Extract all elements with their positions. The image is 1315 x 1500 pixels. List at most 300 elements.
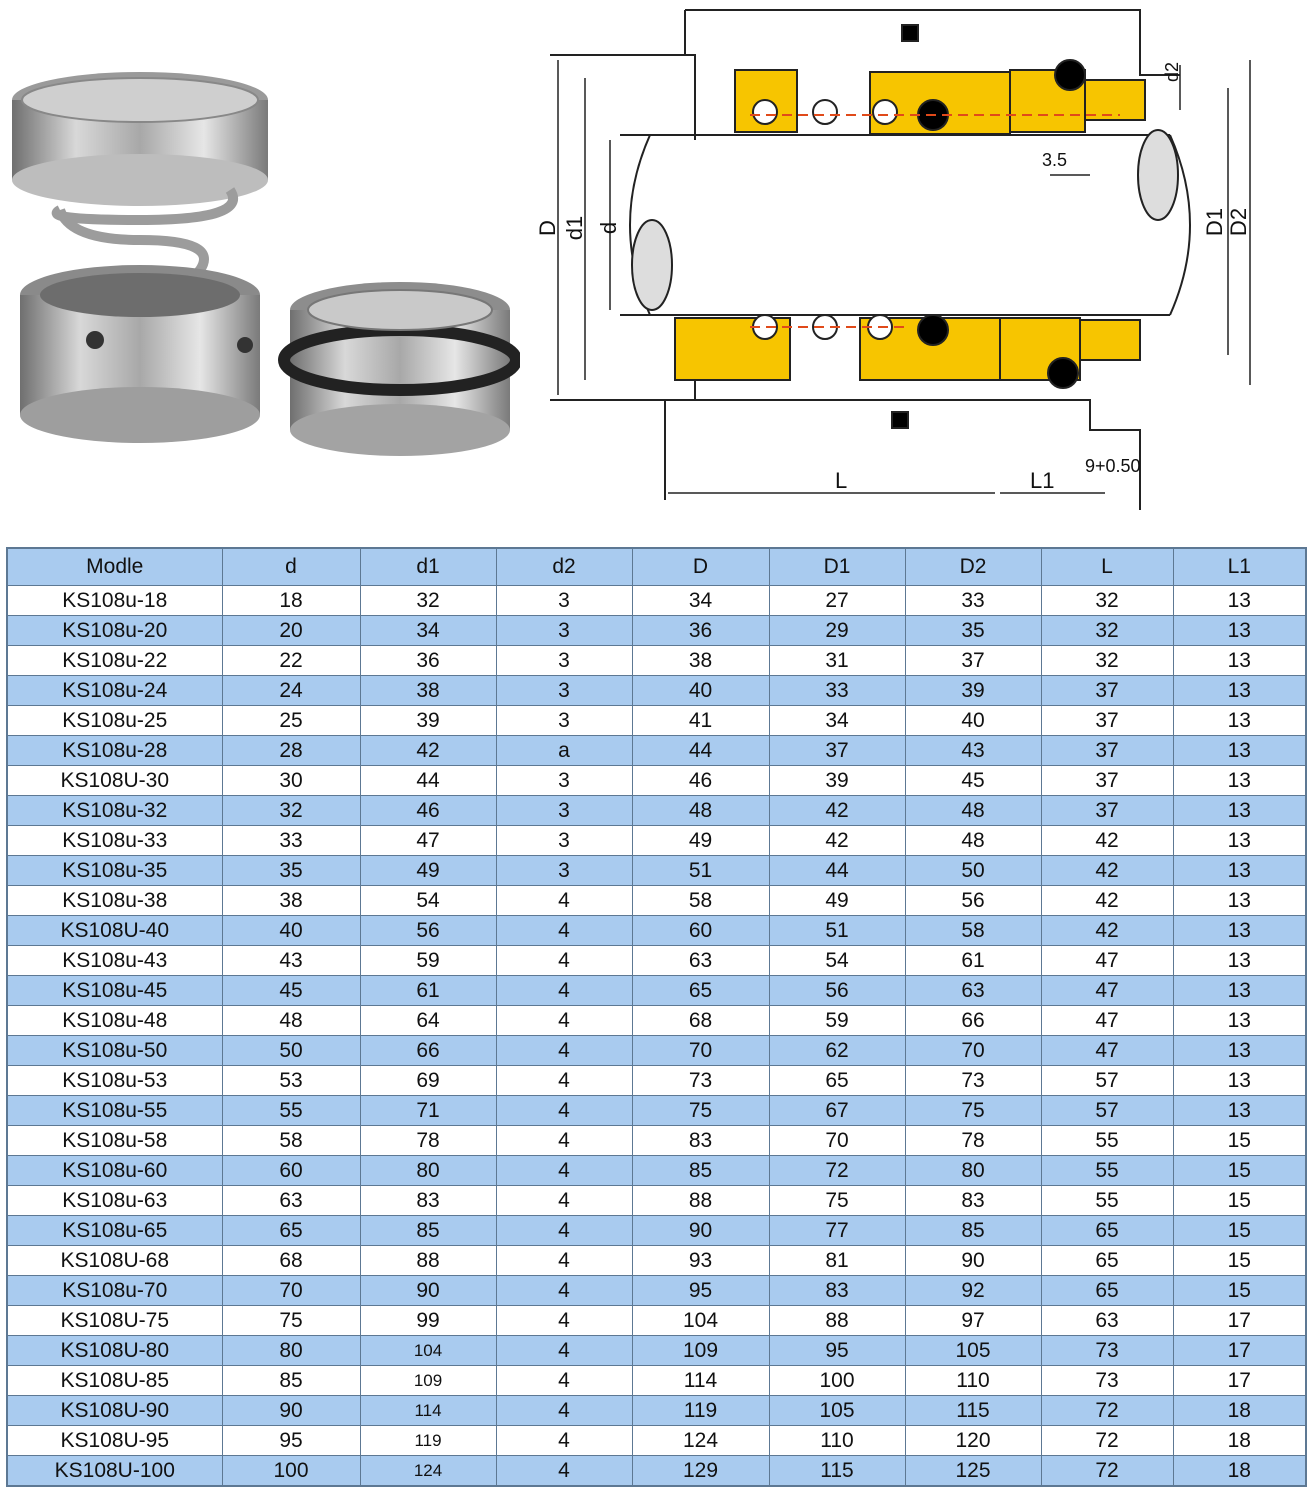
table-cell: 15 xyxy=(1173,1126,1306,1156)
table-cell: 80 xyxy=(360,1156,496,1186)
table-cell: 90 xyxy=(905,1246,1041,1276)
table-cell: 72 xyxy=(1041,1396,1173,1426)
table-cell: 70 xyxy=(632,1036,769,1066)
table-cell: 13 xyxy=(1173,616,1306,646)
table-cell: 17 xyxy=(1173,1366,1306,1396)
column-header: d2 xyxy=(496,548,632,586)
column-header: d1 xyxy=(360,548,496,586)
table-cell: 4 xyxy=(496,976,632,1006)
column-header: Modle xyxy=(7,548,222,586)
table-cell: 13 xyxy=(1173,586,1306,616)
table-cell: 46 xyxy=(360,796,496,826)
table-cell: KS108U-40 xyxy=(7,916,222,946)
table-cell: 70 xyxy=(905,1036,1041,1066)
table-cell: 49 xyxy=(632,826,769,856)
table-cell: 55 xyxy=(1041,1126,1173,1156)
table-cell: 42 xyxy=(1041,826,1173,856)
table-cell: 75 xyxy=(769,1186,905,1216)
table-cell: 4 xyxy=(496,1456,632,1487)
table-row xyxy=(7,1396,1306,1426)
table-row xyxy=(7,1186,1306,1216)
table-cell: 73 xyxy=(632,1066,769,1096)
table-cell: 3 xyxy=(496,586,632,616)
table-cell: 3 xyxy=(496,676,632,706)
product-photo xyxy=(0,60,520,460)
table-row xyxy=(7,1096,1306,1126)
table-cell: 90 xyxy=(632,1216,769,1246)
table-cell: 61 xyxy=(905,946,1041,976)
table-cell: 43 xyxy=(222,946,360,976)
table-cell: 78 xyxy=(360,1126,496,1156)
table-cell: 65 xyxy=(1041,1276,1173,1306)
table-cell: 4 xyxy=(496,1216,632,1246)
table-cell: 63 xyxy=(905,976,1041,1006)
table-cell: 3 xyxy=(496,646,632,676)
table-cell: 59 xyxy=(360,946,496,976)
table-cell: KS108u-45 xyxy=(7,976,222,1006)
table-cell: 125 xyxy=(905,1456,1041,1487)
table-cell: 53 xyxy=(222,1066,360,1096)
table-cell: 32 xyxy=(1041,586,1173,616)
table-cell: 63 xyxy=(632,946,769,976)
table-cell: 105 xyxy=(769,1396,905,1426)
table-cell: 3 xyxy=(496,706,632,736)
table-cell: 83 xyxy=(632,1126,769,1156)
table-cell: 57 xyxy=(1041,1066,1173,1096)
table-row xyxy=(7,1036,1306,1066)
table-cell: 115 xyxy=(905,1396,1041,1426)
table-cell: KS108u-35 xyxy=(7,856,222,886)
label-d2: d2 xyxy=(1162,61,1182,83)
table-cell: 13 xyxy=(1173,946,1306,976)
spring-holder-ring xyxy=(20,265,260,443)
table-cell: 120 xyxy=(905,1426,1041,1456)
column-header: L1 xyxy=(1173,548,1306,586)
table-cell: 35 xyxy=(222,856,360,886)
table-cell: 15 xyxy=(1173,1276,1306,1306)
table-cell: 33 xyxy=(769,676,905,706)
spec-table-container xyxy=(6,547,1305,1487)
column-header: L xyxy=(1041,548,1173,586)
table-cell: 39 xyxy=(905,676,1041,706)
table-cell: 75 xyxy=(905,1096,1041,1126)
column-header: D2 xyxy=(905,548,1041,586)
table-cell: 13 xyxy=(1173,706,1306,736)
table-cell: KS108u-20 xyxy=(7,616,222,646)
table-cell: 60 xyxy=(632,916,769,946)
table-cell: 39 xyxy=(360,706,496,736)
table-cell: 68 xyxy=(222,1246,360,1276)
table-cell: 85 xyxy=(360,1216,496,1246)
table-cell: 4 xyxy=(496,1186,632,1216)
table-cell: 58 xyxy=(905,916,1041,946)
table-cell: 30 xyxy=(222,766,360,796)
table-cell: 65 xyxy=(632,976,769,1006)
table-row xyxy=(7,826,1306,856)
table-cell: 32 xyxy=(1041,616,1173,646)
table-cell: 13 xyxy=(1173,1096,1306,1126)
table-cell: 68 xyxy=(632,1006,769,1036)
table-cell: 70 xyxy=(769,1126,905,1156)
table-cell: 55 xyxy=(1041,1186,1173,1216)
table-cell: 92 xyxy=(905,1276,1041,1306)
label-D1: D1 xyxy=(1202,207,1227,237)
table-cell: KS108u-53 xyxy=(7,1066,222,1096)
table-cell: 3 xyxy=(496,826,632,856)
column-header: d xyxy=(222,548,360,586)
table-cell: 65 xyxy=(769,1066,905,1096)
table-cell: 15 xyxy=(1173,1156,1306,1186)
table-cell: 46 xyxy=(632,766,769,796)
table-cell: 44 xyxy=(632,736,769,766)
table-cell: 4 xyxy=(496,886,632,916)
table-cell: 15 xyxy=(1173,1186,1306,1216)
table-cell: KS108u-32 xyxy=(7,796,222,826)
spec-table xyxy=(6,547,1307,1487)
table-cell: 47 xyxy=(1041,1006,1173,1036)
table-cell: 22 xyxy=(222,646,360,676)
table-cell: KS108u-43 xyxy=(7,946,222,976)
table-cell: 33 xyxy=(905,586,1041,616)
table-cell: 47 xyxy=(1041,1036,1173,1066)
table-cell: 29 xyxy=(769,616,905,646)
table-cell: KS108u-38 xyxy=(7,886,222,916)
table-cell: KS108U-75 xyxy=(7,1306,222,1336)
table-cell: 35 xyxy=(905,616,1041,646)
table-cell: 83 xyxy=(360,1186,496,1216)
seal-cross-section-drawing xyxy=(530,0,1315,525)
table-cell: 49 xyxy=(769,886,905,916)
label-tolerance: 9+0.50 xyxy=(1085,456,1141,476)
table-cell: 65 xyxy=(222,1216,360,1246)
table-cell: KS108U-80 xyxy=(7,1336,222,1366)
table-cell: 50 xyxy=(222,1036,360,1066)
table-cell: 42 xyxy=(769,826,905,856)
table-cell: 54 xyxy=(360,886,496,916)
table-cell: 37 xyxy=(1041,736,1173,766)
table-cell: 3 xyxy=(496,766,632,796)
table-cell: 85 xyxy=(632,1156,769,1186)
table-cell: 100 xyxy=(769,1366,905,1396)
table-cell: 119 xyxy=(632,1396,769,1426)
table-row xyxy=(7,706,1306,736)
table-row xyxy=(7,886,1306,916)
table-cell: 75 xyxy=(632,1096,769,1126)
table-cell: KS108u-22 xyxy=(7,646,222,676)
table-cell: 33 xyxy=(222,826,360,856)
table-cell: 65 xyxy=(1041,1216,1173,1246)
table-row xyxy=(7,736,1306,766)
table-cell: 37 xyxy=(1041,676,1173,706)
table-row xyxy=(7,976,1306,1006)
table-header-row xyxy=(7,548,1306,586)
table-cell: 13 xyxy=(1173,826,1306,856)
table-cell: 32 xyxy=(1041,646,1173,676)
table-cell: KS108U-68 xyxy=(7,1246,222,1276)
table-cell: 13 xyxy=(1173,766,1306,796)
table-cell: 47 xyxy=(360,826,496,856)
table-cell: 70 xyxy=(222,1276,360,1306)
table-cell: 41 xyxy=(632,706,769,736)
table-row xyxy=(7,1366,1306,1396)
table-cell: 56 xyxy=(905,886,1041,916)
table-cell: KS108u-55 xyxy=(7,1096,222,1126)
table-cell: 66 xyxy=(360,1036,496,1066)
table-cell: 61 xyxy=(360,976,496,1006)
table-cell: 85 xyxy=(905,1216,1041,1246)
table-row xyxy=(7,1156,1306,1186)
label-L: L xyxy=(835,468,848,493)
table-row xyxy=(7,1276,1306,1306)
table-cell: 13 xyxy=(1173,646,1306,676)
table-cell: 119 xyxy=(360,1426,496,1456)
table-cell: 55 xyxy=(1041,1156,1173,1186)
table-cell: KS108u-24 xyxy=(7,676,222,706)
table-cell: 42 xyxy=(360,736,496,766)
table-cell: 34 xyxy=(632,586,769,616)
table-cell: 27 xyxy=(769,586,905,616)
table-cell: 32 xyxy=(360,586,496,616)
table-cell: KS108u-58 xyxy=(7,1126,222,1156)
table-cell: 4 xyxy=(496,1396,632,1426)
table-cell: 3 xyxy=(496,796,632,826)
table-cell: 99 xyxy=(360,1306,496,1336)
table-cell: 71 xyxy=(360,1096,496,1126)
table-cell: 73 xyxy=(1041,1366,1173,1396)
table-cell: 124 xyxy=(632,1426,769,1456)
table-cell: 45 xyxy=(222,976,360,1006)
table-cell: KS108U-30 xyxy=(7,766,222,796)
table-cell: 13 xyxy=(1173,1066,1306,1096)
table-cell: 43 xyxy=(905,736,1041,766)
table-cell: 34 xyxy=(360,616,496,646)
table-cell: 114 xyxy=(360,1396,496,1426)
table-cell: 73 xyxy=(1041,1336,1173,1366)
table-cell: 18 xyxy=(1173,1396,1306,1426)
table-row xyxy=(7,616,1306,646)
table-cell: 4 xyxy=(496,1366,632,1396)
table-cell: 56 xyxy=(769,976,905,1006)
table-cell: 64 xyxy=(360,1006,496,1036)
table-row xyxy=(7,676,1306,706)
table-cell: KS108u-28 xyxy=(7,736,222,766)
table-cell: 37 xyxy=(1041,796,1173,826)
table-cell: 80 xyxy=(222,1336,360,1366)
table-cell: 4 xyxy=(496,1126,632,1156)
table-cell: 13 xyxy=(1173,886,1306,916)
table-cell: KS108u-48 xyxy=(7,1006,222,1036)
table-cell: 4 xyxy=(496,1246,632,1276)
table-cell: 18 xyxy=(1173,1456,1306,1487)
stationary-seat-ring xyxy=(284,282,516,456)
table-cell: KS108U-100 xyxy=(7,1456,222,1487)
table-cell: KS108u-65 xyxy=(7,1216,222,1246)
table-cell: 58 xyxy=(222,1126,360,1156)
table-cell: 24 xyxy=(222,676,360,706)
table-row xyxy=(7,586,1306,616)
table-cell: 104 xyxy=(632,1306,769,1336)
column-header: D xyxy=(632,548,769,586)
table-cell: 66 xyxy=(905,1006,1041,1036)
table-cell: 38 xyxy=(360,676,496,706)
label-D: D xyxy=(535,220,560,236)
table-cell: 4 xyxy=(496,1426,632,1456)
table-cell: KS108u-25 xyxy=(7,706,222,736)
table-cell: 63 xyxy=(1041,1306,1173,1336)
table-cell: 115 xyxy=(769,1456,905,1487)
table-cell: 90 xyxy=(222,1396,360,1426)
table-cell: 37 xyxy=(1041,766,1173,796)
table-cell: 25 xyxy=(222,706,360,736)
table-cell: 40 xyxy=(632,676,769,706)
table-cell: 40 xyxy=(905,706,1041,736)
table-cell: 51 xyxy=(632,856,769,886)
table-cell: 42 xyxy=(1041,916,1173,946)
table-cell: 15 xyxy=(1173,1246,1306,1276)
table-cell: 4 xyxy=(496,1066,632,1096)
table-cell: KS108U-90 xyxy=(7,1396,222,1426)
table-cell: 47 xyxy=(1041,976,1173,1006)
table-cell: 65 xyxy=(1041,1246,1173,1276)
table-cell: 44 xyxy=(360,766,496,796)
table-cell: 4 xyxy=(496,1156,632,1186)
table-cell: 40 xyxy=(222,916,360,946)
table-cell: 80 xyxy=(905,1156,1041,1186)
table-cell: 18 xyxy=(1173,1426,1306,1456)
table-row xyxy=(7,1066,1306,1096)
table-row xyxy=(7,916,1306,946)
table-cell: 38 xyxy=(632,646,769,676)
table-cell: 4 xyxy=(496,1306,632,1336)
table-cell: 59 xyxy=(769,1006,905,1036)
table-row xyxy=(7,646,1306,676)
table-cell: 47 xyxy=(1041,946,1173,976)
table-cell: 3 xyxy=(496,616,632,646)
label-d1: d1 xyxy=(562,215,587,241)
table-cell: 58 xyxy=(632,886,769,916)
label-d: d xyxy=(596,221,621,235)
table-cell: 50 xyxy=(905,856,1041,886)
table-cell: 36 xyxy=(632,616,769,646)
table-cell: 57 xyxy=(1041,1096,1173,1126)
table-cell: KS108U-95 xyxy=(7,1426,222,1456)
table-row xyxy=(7,1426,1306,1456)
table-cell: 62 xyxy=(769,1036,905,1066)
table-cell: 90 xyxy=(360,1276,496,1306)
table-cell: 13 xyxy=(1173,856,1306,886)
column-header: D1 xyxy=(769,548,905,586)
table-cell: 4 xyxy=(496,1006,632,1036)
table-cell: 109 xyxy=(360,1366,496,1396)
table-cell: 88 xyxy=(360,1246,496,1276)
table-cell: 78 xyxy=(905,1126,1041,1156)
table-cell: 42 xyxy=(1041,856,1173,886)
table-cell: 72 xyxy=(769,1156,905,1186)
table-cell: 54 xyxy=(769,946,905,976)
table-cell: 15 xyxy=(1173,1216,1306,1246)
table-cell: KS108u-63 xyxy=(7,1186,222,1216)
table-cell: 28 xyxy=(222,736,360,766)
table-cell: KS108u-18 xyxy=(7,586,222,616)
table-cell: 4 xyxy=(496,916,632,946)
table-cell: 4 xyxy=(496,1336,632,1366)
table-cell: 95 xyxy=(222,1426,360,1456)
table-cell: 93 xyxy=(632,1246,769,1276)
table-cell: 48 xyxy=(905,826,1041,856)
table-cell: 37 xyxy=(905,646,1041,676)
table-cell: 42 xyxy=(1041,886,1173,916)
table-cell: 36 xyxy=(360,646,496,676)
table-cell: 109 xyxy=(632,1336,769,1366)
table-cell: 69 xyxy=(360,1066,496,1096)
table-cell: 88 xyxy=(769,1306,905,1336)
table-cell: 4 xyxy=(496,1096,632,1126)
table-cell: 95 xyxy=(769,1336,905,1366)
table-row xyxy=(7,1246,1306,1276)
table-cell: 37 xyxy=(769,736,905,766)
table-cell: 18 xyxy=(222,586,360,616)
top-seal-ring xyxy=(12,72,268,206)
table-row xyxy=(7,1126,1306,1156)
table-cell: 17 xyxy=(1173,1306,1306,1336)
table-cell: 104 xyxy=(360,1336,496,1366)
table-cell: 48 xyxy=(222,1006,360,1036)
table-cell: 13 xyxy=(1173,916,1306,946)
table-cell: 13 xyxy=(1173,1006,1306,1036)
table-cell: 83 xyxy=(905,1186,1041,1216)
table-cell: 88 xyxy=(632,1186,769,1216)
table-row xyxy=(7,1006,1306,1036)
table-cell: 4 xyxy=(496,1276,632,1306)
table-cell: 72 xyxy=(1041,1456,1173,1487)
table-cell: a xyxy=(496,736,632,766)
table-cell: 67 xyxy=(769,1096,905,1126)
table-cell: KS108u-33 xyxy=(7,826,222,856)
label-L1: L1 xyxy=(1030,468,1055,493)
table-cell: 45 xyxy=(905,766,1041,796)
table-cell: 77 xyxy=(769,1216,905,1246)
table-cell: 44 xyxy=(769,856,905,886)
table-cell: 72 xyxy=(1041,1426,1173,1456)
table-cell: 39 xyxy=(769,766,905,796)
table-cell: 110 xyxy=(769,1426,905,1456)
table-cell: 34 xyxy=(769,706,905,736)
table-cell: 97 xyxy=(905,1306,1041,1336)
table-cell: 114 xyxy=(632,1366,769,1396)
table-cell: 105 xyxy=(905,1336,1041,1366)
table-row xyxy=(7,1456,1306,1487)
table-cell: 63 xyxy=(222,1186,360,1216)
table-row xyxy=(7,1216,1306,1246)
table-row xyxy=(7,766,1306,796)
table-cell: 20 xyxy=(222,616,360,646)
table-cell: KS108u-60 xyxy=(7,1156,222,1186)
table-cell: 129 xyxy=(632,1456,769,1487)
table-cell: 4 xyxy=(496,1036,632,1066)
table-cell: 3 xyxy=(496,856,632,886)
table-cell: 48 xyxy=(905,796,1041,826)
table-cell: 81 xyxy=(769,1246,905,1276)
table-cell: 42 xyxy=(769,796,905,826)
table-cell: 13 xyxy=(1173,736,1306,766)
table-row xyxy=(7,946,1306,976)
table-cell: 56 xyxy=(360,916,496,946)
table-cell: 4 xyxy=(496,946,632,976)
table-cell: 95 xyxy=(632,1276,769,1306)
table-cell: 49 xyxy=(360,856,496,886)
table-cell: 13 xyxy=(1173,796,1306,826)
table-cell: 32 xyxy=(222,796,360,826)
